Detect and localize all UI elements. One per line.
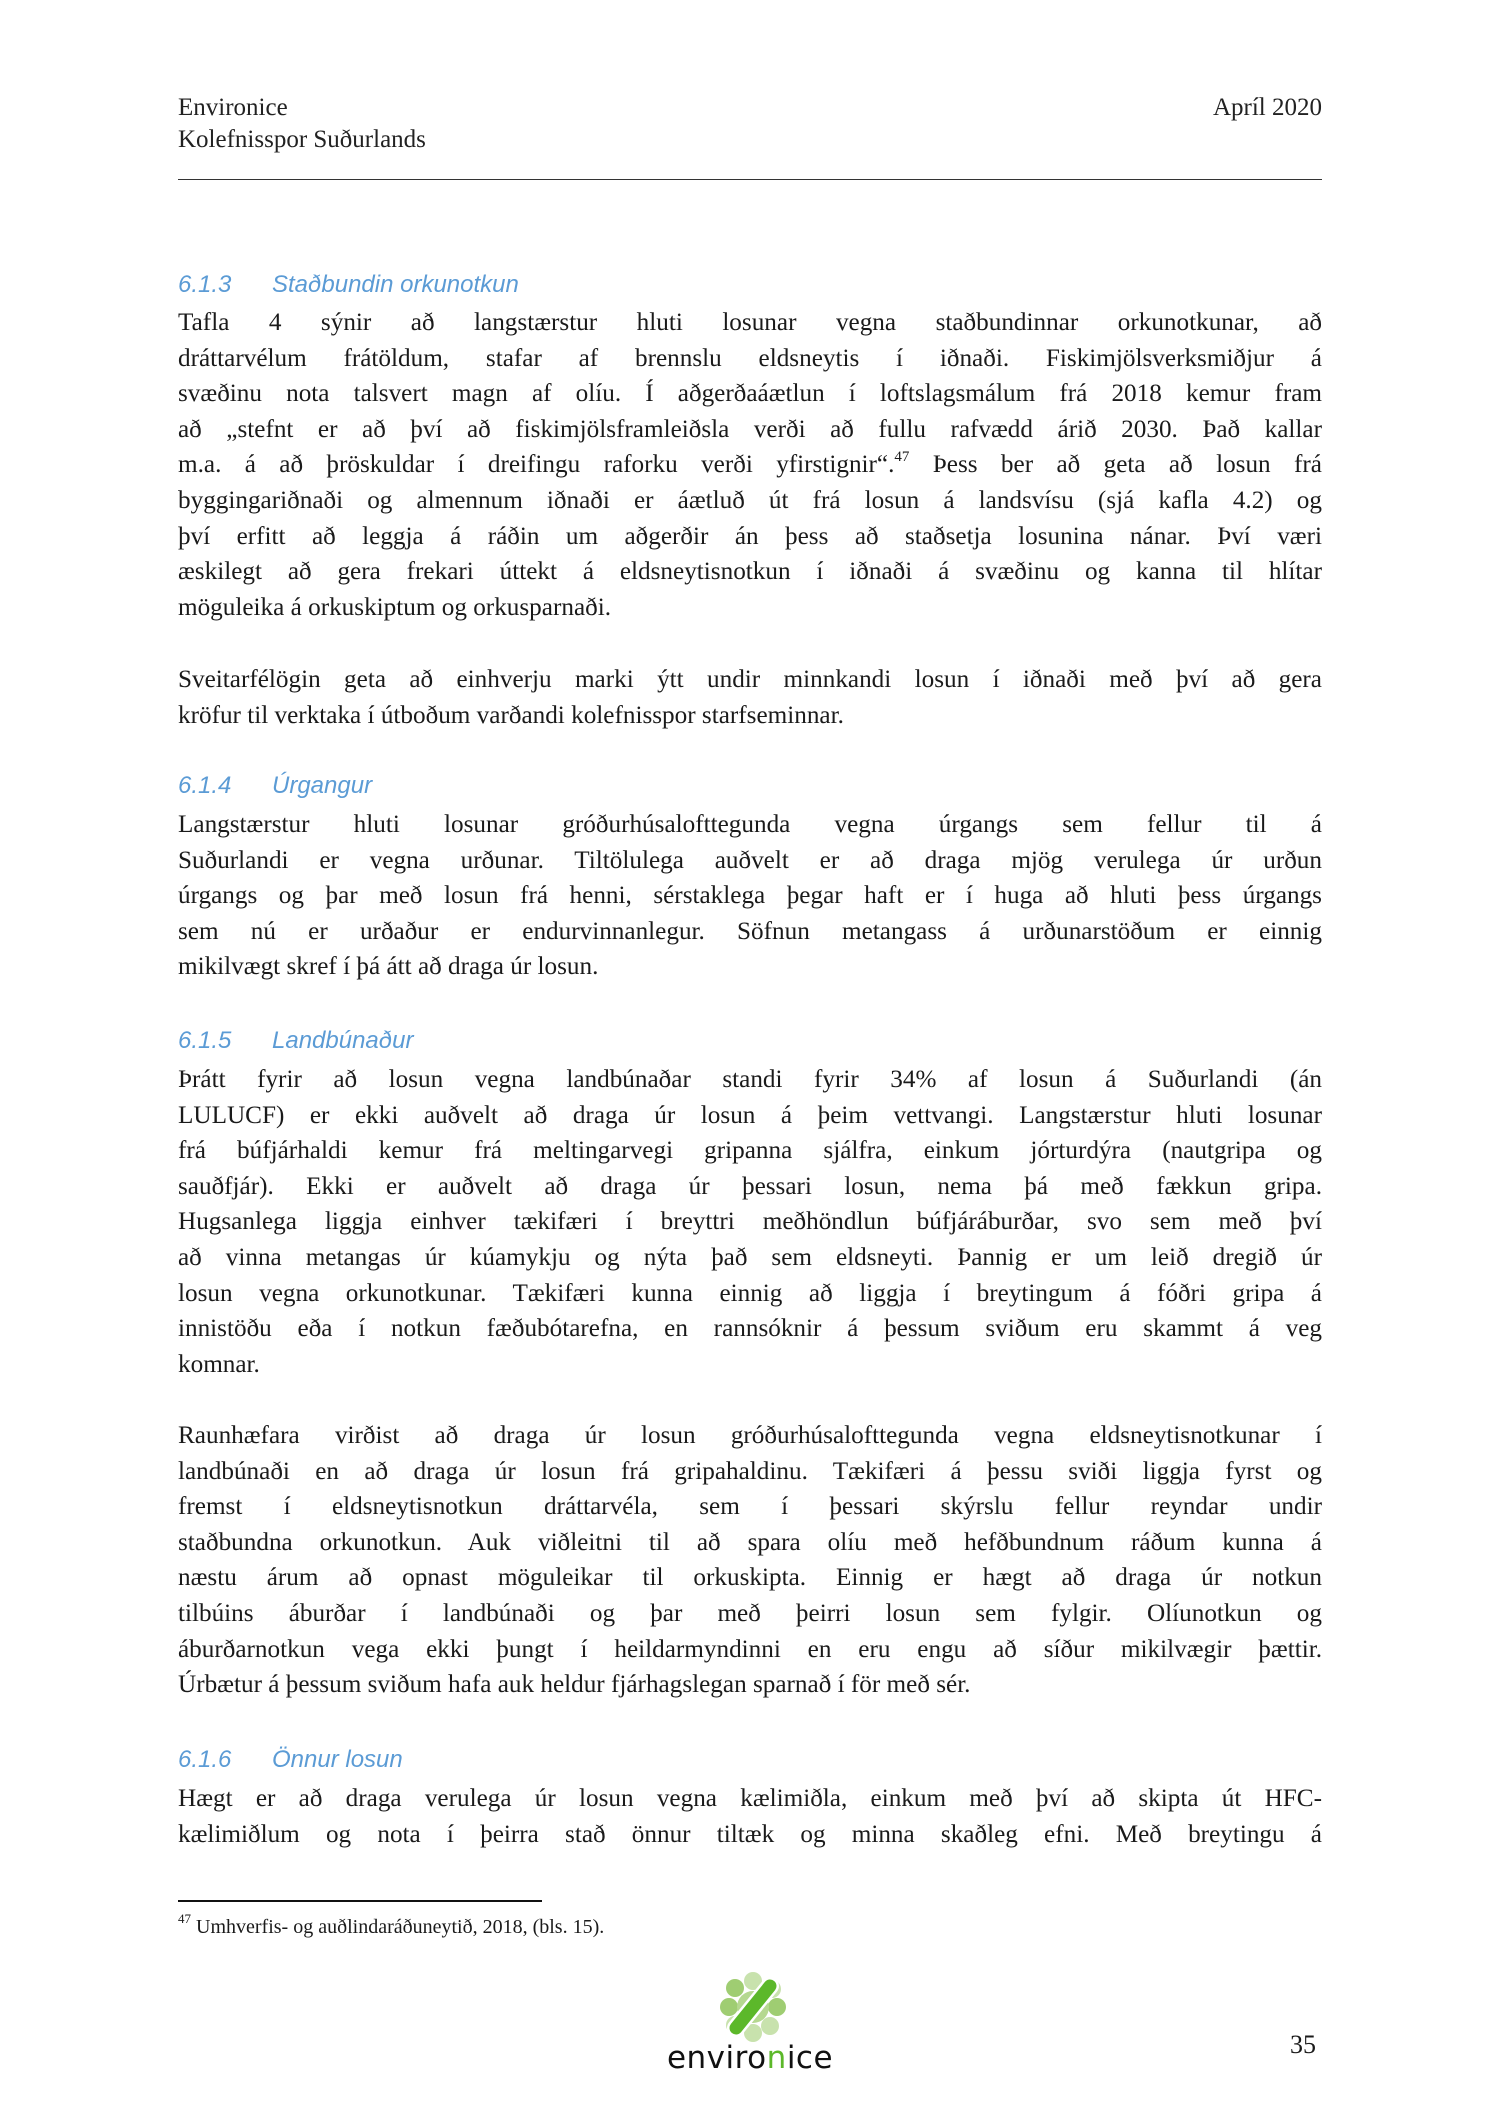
text-line-with-footnote (178, 447, 1322, 483)
text-line: kröfur til verktaka í útboðum varðandi kolefnisspor starfseminnar. (178, 701, 844, 729)
text-line: staðbundna orkunotkun. Auk viðleitni til að spara olíu með hefðbundnum ráðum kunna á (178, 1528, 1322, 1556)
section-title: Landbúnaður (272, 1027, 414, 1054)
text-line: Langstærstur hluti losunar gróðurhúsalofttegunda vegna úrgangs sem fellur til á (178, 811, 1322, 838)
text-line: kælimiðlum og nota í þeirra stað önnur tiltæk og minna skaðleg efni. Með breytingu á (178, 1820, 1322, 1848)
section-number: 6.1.6 (178, 1746, 232, 1773)
text-line: Hægt er að draga verulega úr losun vegna kælimiðla, einkum með því að skipta út HFC- (178, 1785, 1322, 1812)
text-line: að „stefnt er að því að fiskimjölsframleiðsla verði að fullu rafvædd árið 2030. Það kallar (178, 415, 1322, 443)
logo-wordmark-part: ice (786, 2040, 834, 2076)
header-report-title: Kolefnisspor Suðurlands (178, 126, 426, 153)
text-line: sem nú er urðaður er endurvinnanlegur. Söfnun metangass á urðunarstöðum er einnig (178, 917, 1322, 945)
section-title: Úrgangur (272, 772, 373, 799)
section-heading-6-1-6 (178, 1745, 403, 1775)
text-line: losun vegna orkunotkunar. Tækifæri kunna einnig að liggja í breytingum á fóðri gripa á (178, 1279, 1322, 1307)
section-number: 6.1.3 (178, 271, 232, 298)
leaf-cross-logo-icon (720, 1972, 786, 2042)
text-line: áburðarnotkun vega ekki þungt í heildarmyndinni en eru engu að síður mikilvægir þættir. (178, 1635, 1322, 1663)
header-divider (178, 179, 1322, 180)
section-heading-6-1-5 (178, 1026, 413, 1056)
running-header-left (178, 92, 426, 156)
text-line: mikilvægt skref í þá átt að draga úr losun. (178, 953, 599, 981)
text-line: tilbúins áburðar í landbúnaði og þar með þeirri losun sem fylgir. Olíunotkun og (178, 1599, 1322, 1627)
logo-wordmark-accent: n (766, 2040, 787, 2076)
paragraph (178, 1781, 1322, 1852)
text-line: næstu árum að opnast möguleikar til orkuskipta. Einnig er hægt að draga úr notkun (178, 1564, 1322, 1592)
footnote-number: 47 (178, 1911, 191, 1927)
text-line: úrgangs og þar með losun frá henni, sérstaklega þegar haft er í huga að hluti þess úrgangs (178, 882, 1322, 910)
section-heading-6-1-4 (178, 771, 372, 801)
footnote-reference[interactable]: 47 (894, 448, 910, 465)
paragraph (178, 807, 1322, 985)
footnote (178, 1911, 605, 1940)
text-line: innistöðu eða í notkun fæðubótarefna, en rannsóknir á þessum sviðum eru skammt á veg (178, 1315, 1322, 1343)
section-title: Önnur losun (272, 1746, 403, 1773)
page-number: 35 (1290, 2030, 1316, 2059)
header-date: Apríl 2020 (1212, 94, 1322, 121)
text-line: Raunhæfara virðist að draga úr losun gróðurhúsalofttegunda vegna eldsneytisnotkunar í (178, 1422, 1322, 1449)
text-fragment: m.a. á að þröskuldar í dreifingu raforku verði yfirstignir“. (178, 451, 895, 479)
paragraph (178, 1062, 1322, 1382)
logo-wordmark (660, 2040, 840, 2076)
environice-logo (660, 1972, 840, 2084)
text-line: Þrátt fyrir að losun vegna landbúnaðar standi fyrir 34% af losun á Suðurlandi (án (178, 1066, 1322, 1093)
footnote-text: Umhverfis- og auðlindaráðuneytið, 2018, (bls. 15). (191, 1916, 605, 1938)
section-title: Staðbundin orkunotkun (272, 271, 519, 298)
text-line: Suðurlandi er vegna urðunar. Tiltölulega auðvelt er að draga mjög verulega úr urðun (178, 846, 1322, 874)
text-line: fremst í eldsneytisnotkun dráttarvéla, sem í þessari skýrslu fellur reyndar undir (178, 1493, 1322, 1521)
logo-wordmark-part: enviro (666, 2040, 767, 2076)
paragraph (178, 305, 1322, 625)
text-line: LULUCF) er ekki auðvelt að draga úr losun á þeim vettvangi. Langstærstur hluti losunar (178, 1101, 1322, 1129)
text-line: að vinna metangas úr kúamykju og nýta það sem eldsneyti. Þannig er um leið dregið úr (178, 1243, 1322, 1271)
text-line: möguleika á orkuskiptum og orkusparnaði. (178, 593, 612, 621)
paragraph (178, 662, 1322, 733)
section-number: 6.1.5 (178, 1027, 232, 1054)
text-line: byggingariðnaði og almennum iðnaði er áætluð út frá losun á landsvísu (sjá kafla 4.2) og (178, 486, 1322, 514)
text-line: landbúnaði en að draga úr losun frá gripahaldinu. Tækifæri á þessu sviði liggja fyrst og (178, 1457, 1322, 1485)
text-line: sauðfjár). Ekki er auðvelt að draga úr þessari losun, nema þá með fækkun gripa. (178, 1172, 1322, 1200)
text-line: Hugsanlega liggja einhver tækifæri í breyttri meðhöndlun búfjáráburðar, svo sem með því (178, 1208, 1322, 1236)
text-line: svæðinu nota talsvert magn af olíu. Í aðgerðaáætlun í loftslagsmálum frá 2018 kemur fram (178, 380, 1322, 408)
section-heading-6-1-3 (178, 270, 519, 300)
text-line: því erfitt að leggja á ráðin um aðgerðir án þess að staðsetja losunina nánar. Því væri (178, 522, 1322, 550)
text-line: Sveitarfélögin geta að einhverju marki ýtt undir minnkandi losun í iðnaði með því að gera (178, 666, 1322, 693)
paragraph (178, 1418, 1322, 1703)
text-fragment: Þess ber að geta að losun frá (909, 451, 1322, 479)
text-line: frá búfjárhaldi kemur frá meltingarvegi gripanna sjálfra, einkum jórturdýra (nautgripa og (178, 1137, 1322, 1165)
text-line: Tafla 4 sýnir að langstærstur hluti losunar vegna staðbundinnar orkunotkunar, að (178, 309, 1322, 336)
section-number: 6.1.4 (178, 772, 232, 799)
footnote-separator (178, 1900, 542, 1902)
text-line: dráttarvélum frátöldum, stafar af brennslu eldsneytis í iðnaði. Fiskimjölsverksmiðjur á (178, 344, 1322, 372)
text-line: komnar. (178, 1350, 260, 1378)
text-line: Úrbætur á þessum sviðum hafa auk heldur fjárhagslegan sparnað í för með sér. (178, 1671, 971, 1699)
text-line: æskilegt að gera frekari úttekt á eldsneytisnotkun í iðnaði á svæðinu og kanna til hlítar (178, 558, 1322, 586)
header-org-name: Environice (178, 94, 288, 121)
